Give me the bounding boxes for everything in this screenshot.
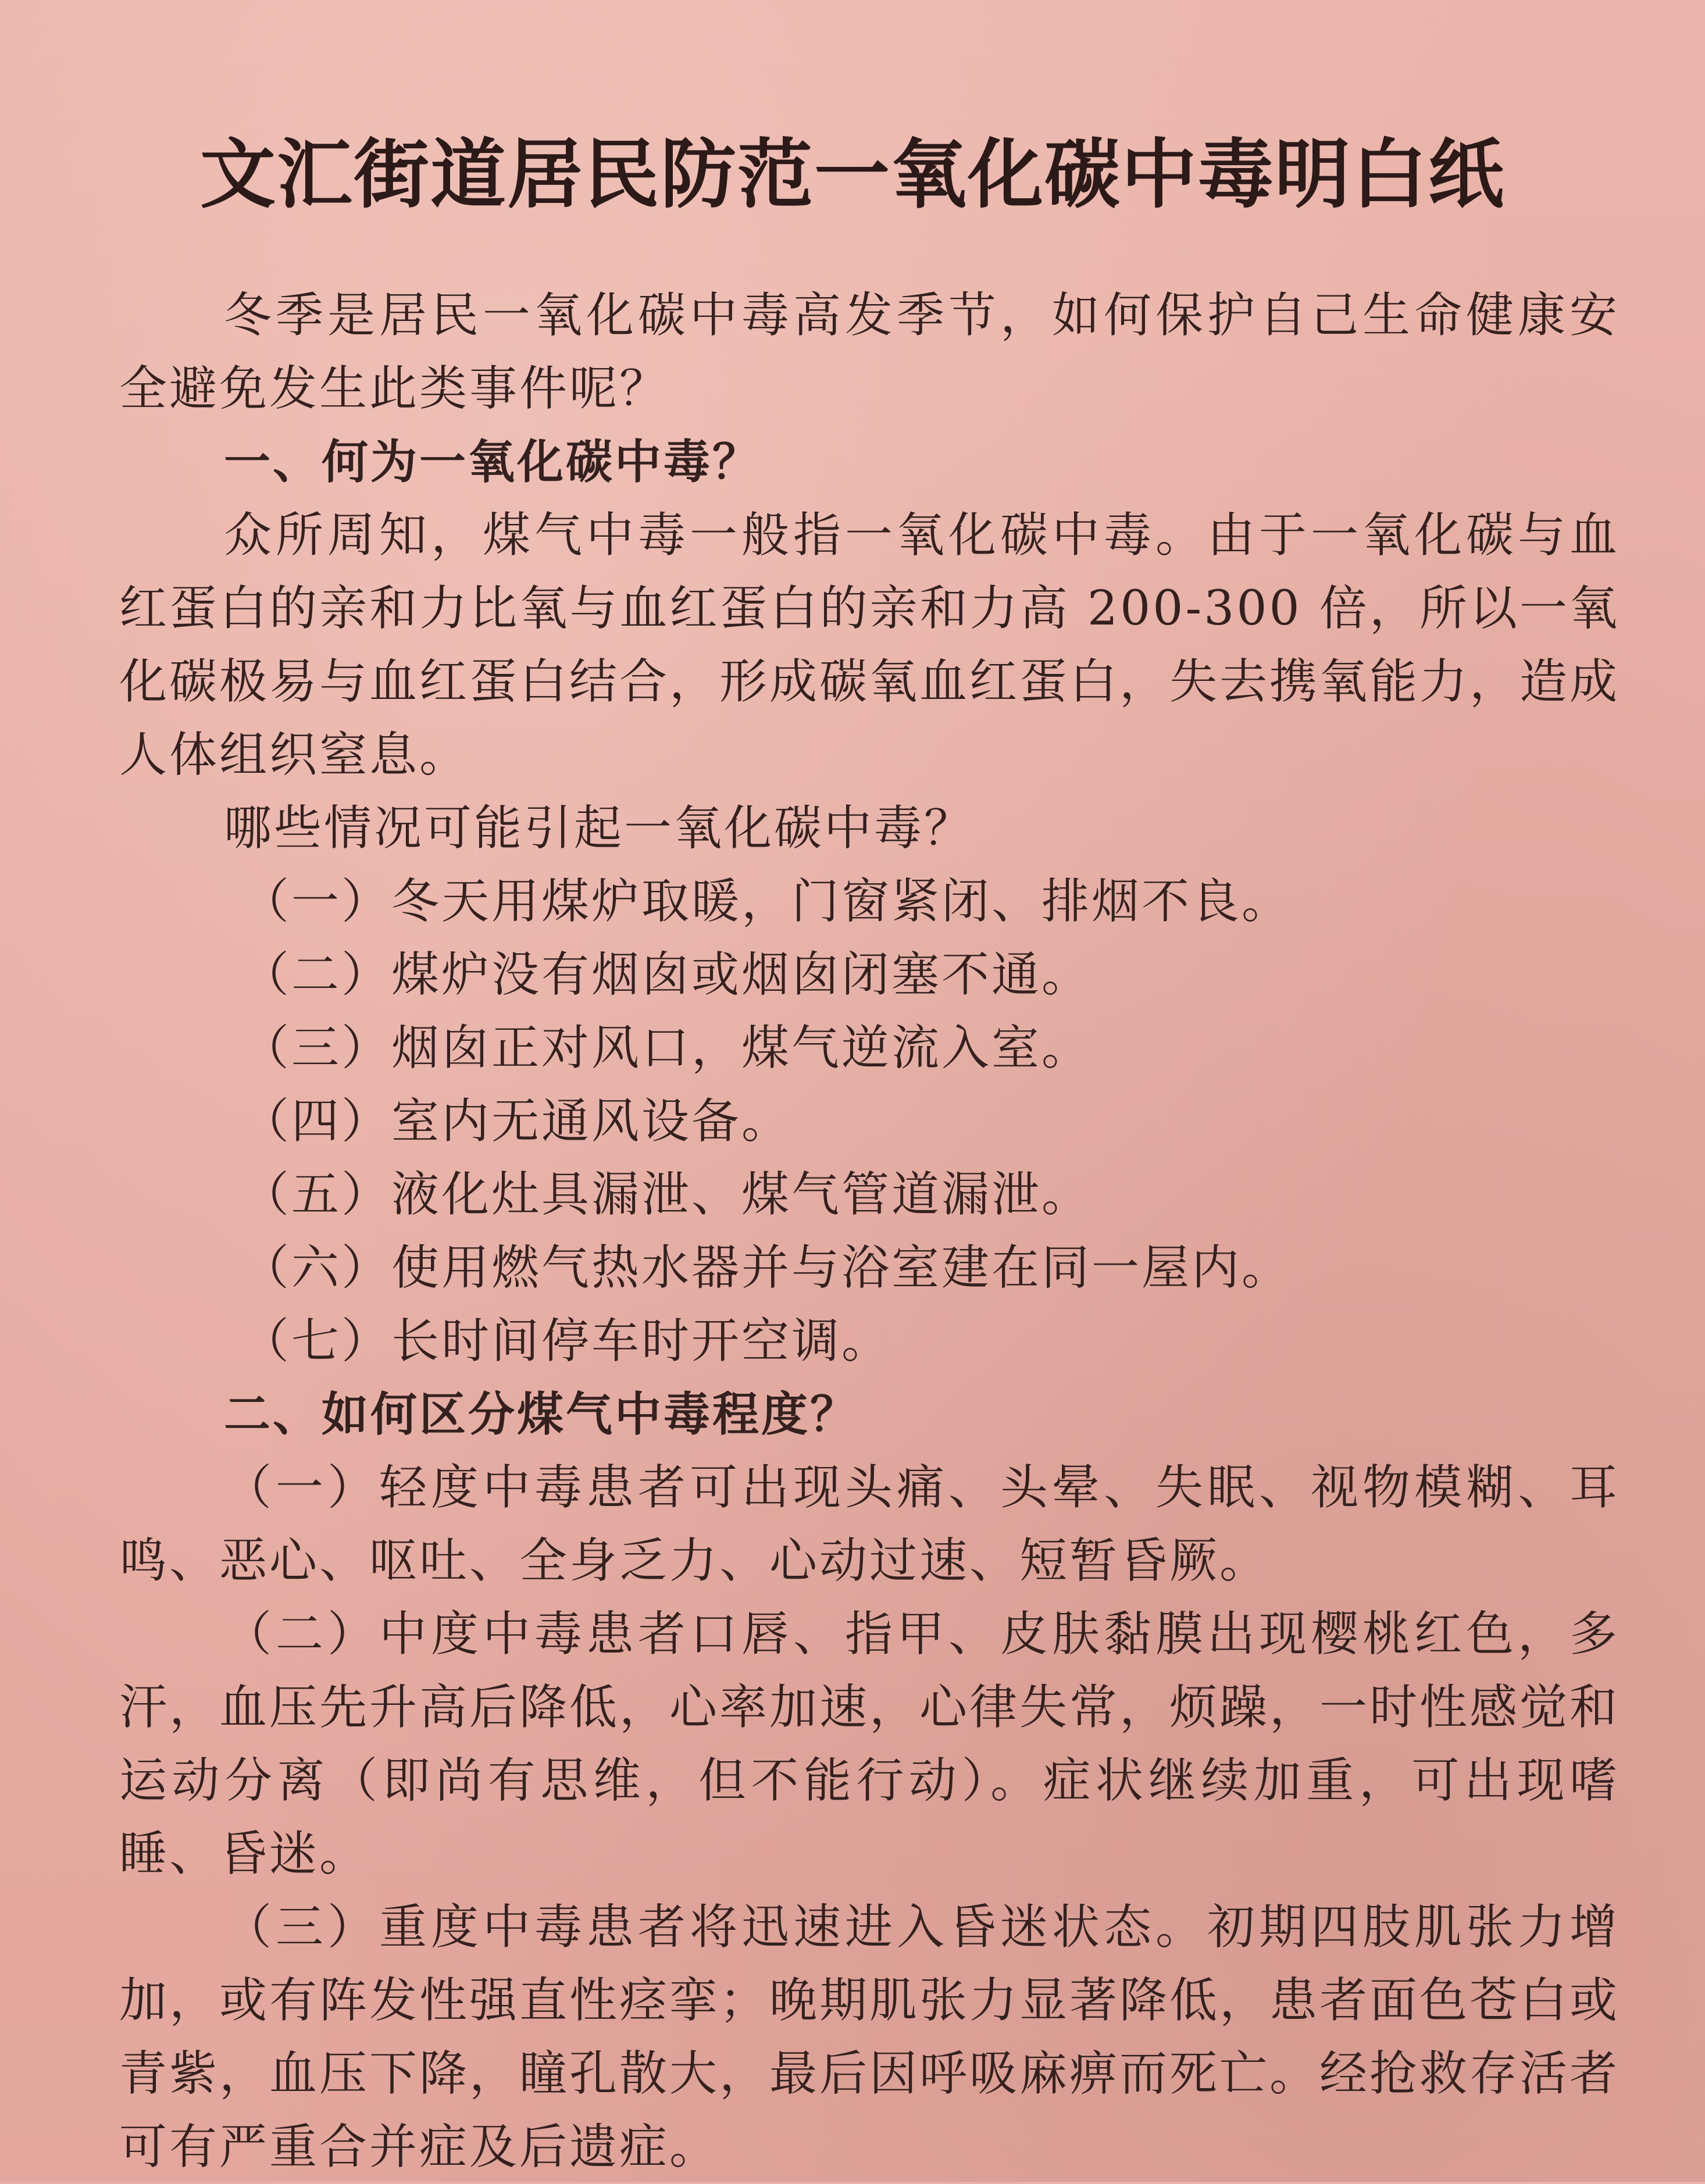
page-title: 文汇街道居民防范一氧化碳中毒明白纸 bbox=[199, 130, 1505, 219]
severity-level-severe: （三）重度中毒患者将迅速进入昏迷状态。初期四肢肌张力增加，或有阵发性强直性痉挛；晚期肌张力显著降低，患者面色苍白或青紫，血压下降，瞳孔散大，最后因呼吸麻痹而死亡。经抢救存活者可有严重合并症及后遗症。 bbox=[119, 1900, 1620, 2175]
cause-item: （三）烟囱正对风口，煤气逆流入室。 bbox=[241, 1020, 1092, 1076]
cause-item: （五）液化灶具漏泄、煤气管道漏泄。 bbox=[241, 1167, 1092, 1222]
severity-level-moderate: （二）中度中毒患者口唇、指甲、皮肤黏膜出现樱桃红色，多汗，血压先升高后降低，心率加速，心律失常，烦躁，一时性感觉和运动分离（即尚有思维，但不能行动）。症状继续加重，可出现嗜睡、昏迷。 bbox=[119, 1607, 1620, 1882]
document-body bbox=[119, 279, 1620, 2184]
section-2-heading: 二、如何区分煤气中毒程度？ bbox=[224, 1387, 859, 1441]
section-1-heading: 一、何为一氧化碳中毒？ bbox=[224, 435, 761, 489]
severity-level-mild: （一）轻度中毒患者可出现头痛、头晕、失眠、视物模糊、耳鸣、恶心、呕吐、全身乏力、心动过速、短暂昏厥。 bbox=[119, 1460, 1620, 1589]
cause-item: （七）长时间停车时开空调。 bbox=[241, 1314, 892, 1369]
cause-item: （六）使用燃气热水器并与浴室建在同一屋内。 bbox=[241, 1240, 1292, 1296]
intro-paragraph: 冬季是居民一氧化碳中毒高发季节，如何保护自己生命健康安全避免发生此类事件呢？ bbox=[119, 288, 1620, 416]
causes-question: 哪些情况可能引起一氧化碳中毒？ bbox=[224, 801, 975, 856]
section-1-paragraph: 众所周知，煤气中毒一般指一氧化碳中毒。由于一氧化碳与血红蛋白的亲和力比氧与血红蛋白的亲和力高 200-300 倍，所以一氧化碳极易与血红蛋白结合，形成碳氧血红蛋白，失去携氧能力，造成人体组织窒息。 bbox=[119, 508, 1620, 783]
cause-item: （四）室内无通风设备。 bbox=[241, 1094, 792, 1149]
cause-item: （一）冬天用煤炉取暖，门窗紧闭、排烟不良。 bbox=[241, 874, 1292, 929]
cause-item: （二）煤炉没有烟囱或烟囱闭塞不通。 bbox=[241, 947, 1092, 1002]
